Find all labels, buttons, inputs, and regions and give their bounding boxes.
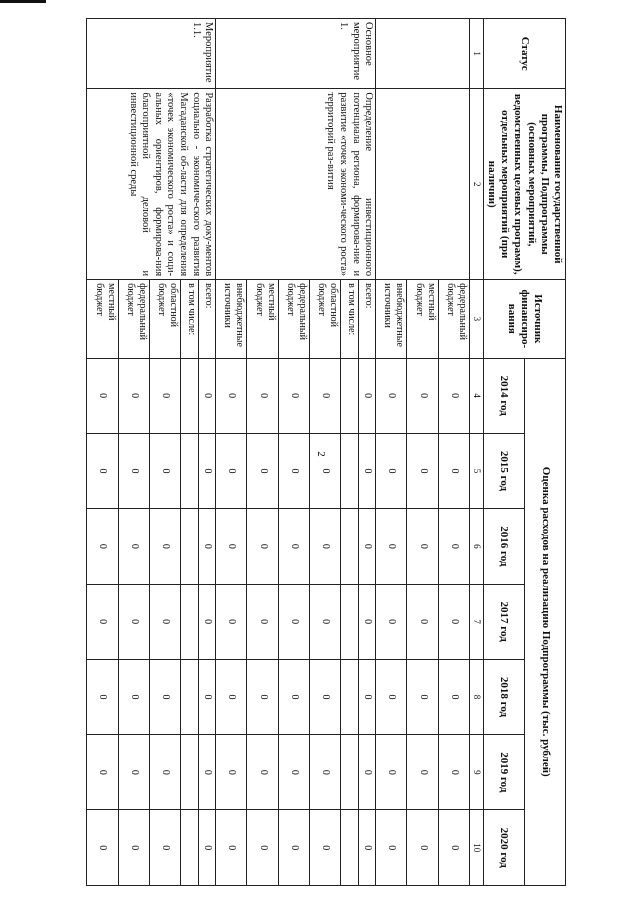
row-value: 0	[376, 735, 407, 810]
row-status: Мероприятие 1.1.	[87, 19, 216, 89]
row-value: 0	[150, 584, 181, 659]
row-value: 0	[438, 509, 469, 584]
header-year-2015: 2015 год	[483, 433, 524, 508]
row-source: федеральный бюджет	[278, 280, 309, 358]
row-name: Определение инвестиционного потенциала региона, формирова-ние и развитие «точек экономи-ческого роста» территорий раз-вития	[216, 89, 376, 280]
row-value: 0	[216, 735, 247, 810]
row-value: 0	[198, 735, 215, 810]
row-value: 0	[278, 358, 309, 433]
table-row	[438, 19, 469, 886]
row-value: 0	[376, 433, 407, 508]
row-value: 0	[310, 433, 341, 508]
row-source: внебюджетные источники	[216, 280, 247, 358]
row-value: 0	[376, 509, 407, 584]
row-value: 0	[407, 735, 438, 810]
row-value	[341, 735, 358, 810]
row-value: 0	[118, 735, 149, 810]
row-value: 0	[216, 584, 247, 659]
column-number: 4	[470, 358, 484, 433]
row-value: 0	[247, 810, 278, 886]
row-value	[341, 810, 358, 886]
row-value: 0	[310, 358, 341, 433]
row-source: местный бюджет	[247, 280, 278, 358]
row-value: 0	[87, 509, 118, 584]
header-estimate: Оценка расходов на реализацию Подпрограммы (тыс. рублей)	[524, 358, 565, 885]
row-name	[376, 89, 470, 280]
row-value: 0	[118, 509, 149, 584]
row-value	[341, 358, 358, 433]
row-source: федеральный бюджет	[438, 280, 469, 358]
row-source: местный бюджет	[407, 280, 438, 358]
row-value: 0	[247, 735, 278, 810]
row-value	[341, 509, 358, 584]
row-value: 0	[247, 433, 278, 508]
row-value: 0	[407, 509, 438, 584]
row-value: 0	[216, 433, 247, 508]
row-value: 0	[358, 358, 375, 433]
row-source: областной бюджет	[310, 280, 341, 358]
column-number: 7	[470, 584, 484, 659]
header-year-2014: 2014 год	[483, 358, 524, 433]
row-value: 0	[150, 735, 181, 810]
row-value	[181, 735, 198, 810]
row-value: 0	[407, 584, 438, 659]
row-value	[181, 509, 198, 584]
row-value: 0	[438, 735, 469, 810]
row-name: Разработка стратегических доку-ментов социально - экономиче-ского развития Магаданской об-ласти для определения «точек экономического роста» и соци-альных ориентиров, формирова-ния благоприятной деловой и инвестиционной среды	[87, 89, 216, 280]
row-value: 0	[358, 509, 375, 584]
row-value: 0	[150, 358, 181, 433]
row-value: 0	[247, 584, 278, 659]
row-source: в том числе:	[181, 280, 198, 358]
row-value: 0	[216, 358, 247, 433]
row-value: 0	[87, 433, 118, 508]
column-number: 10	[470, 810, 484, 886]
row-source: внебюджетные источники	[376, 280, 407, 358]
row-value: 0	[310, 584, 341, 659]
row-value: 0	[118, 433, 149, 508]
row-value: 0	[87, 584, 118, 659]
row-value	[181, 584, 198, 659]
header-year-2019: 2019 год	[483, 735, 524, 810]
row-value	[341, 659, 358, 734]
row-value: 0	[118, 659, 149, 734]
row-value: 0	[118, 358, 149, 433]
row-value	[341, 433, 358, 508]
row-value: 0	[150, 810, 181, 886]
row-value: 0	[198, 433, 215, 508]
header-year-2017: 2017 год	[483, 584, 524, 659]
row-value: 0	[150, 659, 181, 734]
row-value: 0	[198, 358, 215, 433]
row-value: 0	[216, 659, 247, 734]
column-number: 8	[470, 659, 484, 734]
row-status: Основное мероприятие 1.	[216, 19, 376, 89]
column-number-row	[470, 19, 484, 886]
row-source: в том числе:	[341, 280, 358, 358]
row-status	[376, 19, 470, 89]
header-row-top	[524, 19, 565, 886]
table-row	[198, 19, 215, 886]
row-value: 0	[376, 358, 407, 433]
row-source: областной бюджет	[150, 280, 181, 358]
row-value: 0	[438, 659, 469, 734]
row-source: всего:	[198, 280, 215, 358]
row-value: 0	[407, 358, 438, 433]
table-body	[87, 19, 470, 886]
row-value: 0	[376, 810, 407, 886]
row-value: 0	[310, 735, 341, 810]
row-value: 0	[278, 584, 309, 659]
row-value: 0	[247, 358, 278, 433]
row-value: 0	[358, 810, 375, 886]
row-value: 0	[150, 509, 181, 584]
row-value: 0	[118, 584, 149, 659]
row-value: 0	[376, 659, 407, 734]
rotated-table-container	[93, 18, 566, 886]
row-value: 0	[278, 433, 309, 508]
row-value: 0	[87, 735, 118, 810]
row-value: 0	[438, 810, 469, 886]
column-number: 9	[470, 735, 484, 810]
row-value: 0	[358, 584, 375, 659]
row-value: 0	[198, 659, 215, 734]
row-value: 0	[358, 433, 375, 508]
row-source: местный бюджет	[87, 280, 118, 358]
row-value: 0	[198, 509, 215, 584]
row-value: 0	[198, 810, 215, 886]
row-value: 0	[278, 659, 309, 734]
row-value: 0	[310, 810, 341, 886]
row-value: 0	[376, 584, 407, 659]
row-value	[181, 659, 198, 734]
row-value	[181, 358, 198, 433]
row-value: 0	[216, 509, 247, 584]
row-value: 0	[407, 433, 438, 508]
row-value: 0	[310, 509, 341, 584]
header-year-2020: 2020 год	[483, 810, 524, 886]
row-value: 0	[438, 358, 469, 433]
row-value: 0	[216, 810, 247, 886]
row-value: 0	[278, 810, 309, 886]
scan-edge-mark	[0, 0, 46, 3]
row-value: 0	[247, 509, 278, 584]
page-number: 2	[314, 451, 327, 457]
row-value: 0	[118, 810, 149, 886]
header-year-2018: 2018 год	[483, 659, 524, 734]
row-value: 0	[150, 433, 181, 508]
row-value: 0	[438, 433, 469, 508]
row-value	[341, 584, 358, 659]
row-value: 0	[87, 358, 118, 433]
column-number: 6	[470, 509, 484, 584]
row-value: 0	[278, 735, 309, 810]
row-value: 0	[87, 810, 118, 886]
row-value: 0	[407, 659, 438, 734]
table-row	[358, 19, 375, 886]
row-value: 0	[407, 810, 438, 886]
row-source: всего:	[358, 280, 375, 358]
row-source: федеральный бюджет	[118, 280, 149, 358]
row-value: 0	[438, 584, 469, 659]
row-value: 0	[310, 659, 341, 734]
header-name: Наименование государственной программы, Подпрограммы (основных мероприятий, ведомственных целевых программ), отдельных мероприятий (при наличии)	[483, 89, 565, 280]
row-value: 0	[198, 584, 215, 659]
expense-table	[86, 18, 566, 886]
row-value: 0	[247, 659, 278, 734]
header-source: Источник финансиро-вания	[483, 280, 565, 358]
header-year-2016: 2016 год	[483, 509, 524, 584]
column-number: 3	[470, 280, 484, 358]
row-value	[181, 810, 198, 886]
row-value: 0	[87, 659, 118, 734]
row-value	[181, 433, 198, 508]
row-value: 0	[358, 659, 375, 734]
column-number: 5	[470, 433, 484, 508]
header-status: Статус	[483, 19, 565, 89]
row-value: 0	[278, 509, 309, 584]
row-value: 0	[358, 735, 375, 810]
column-number: 1	[470, 19, 484, 89]
column-number: 2	[470, 89, 484, 280]
